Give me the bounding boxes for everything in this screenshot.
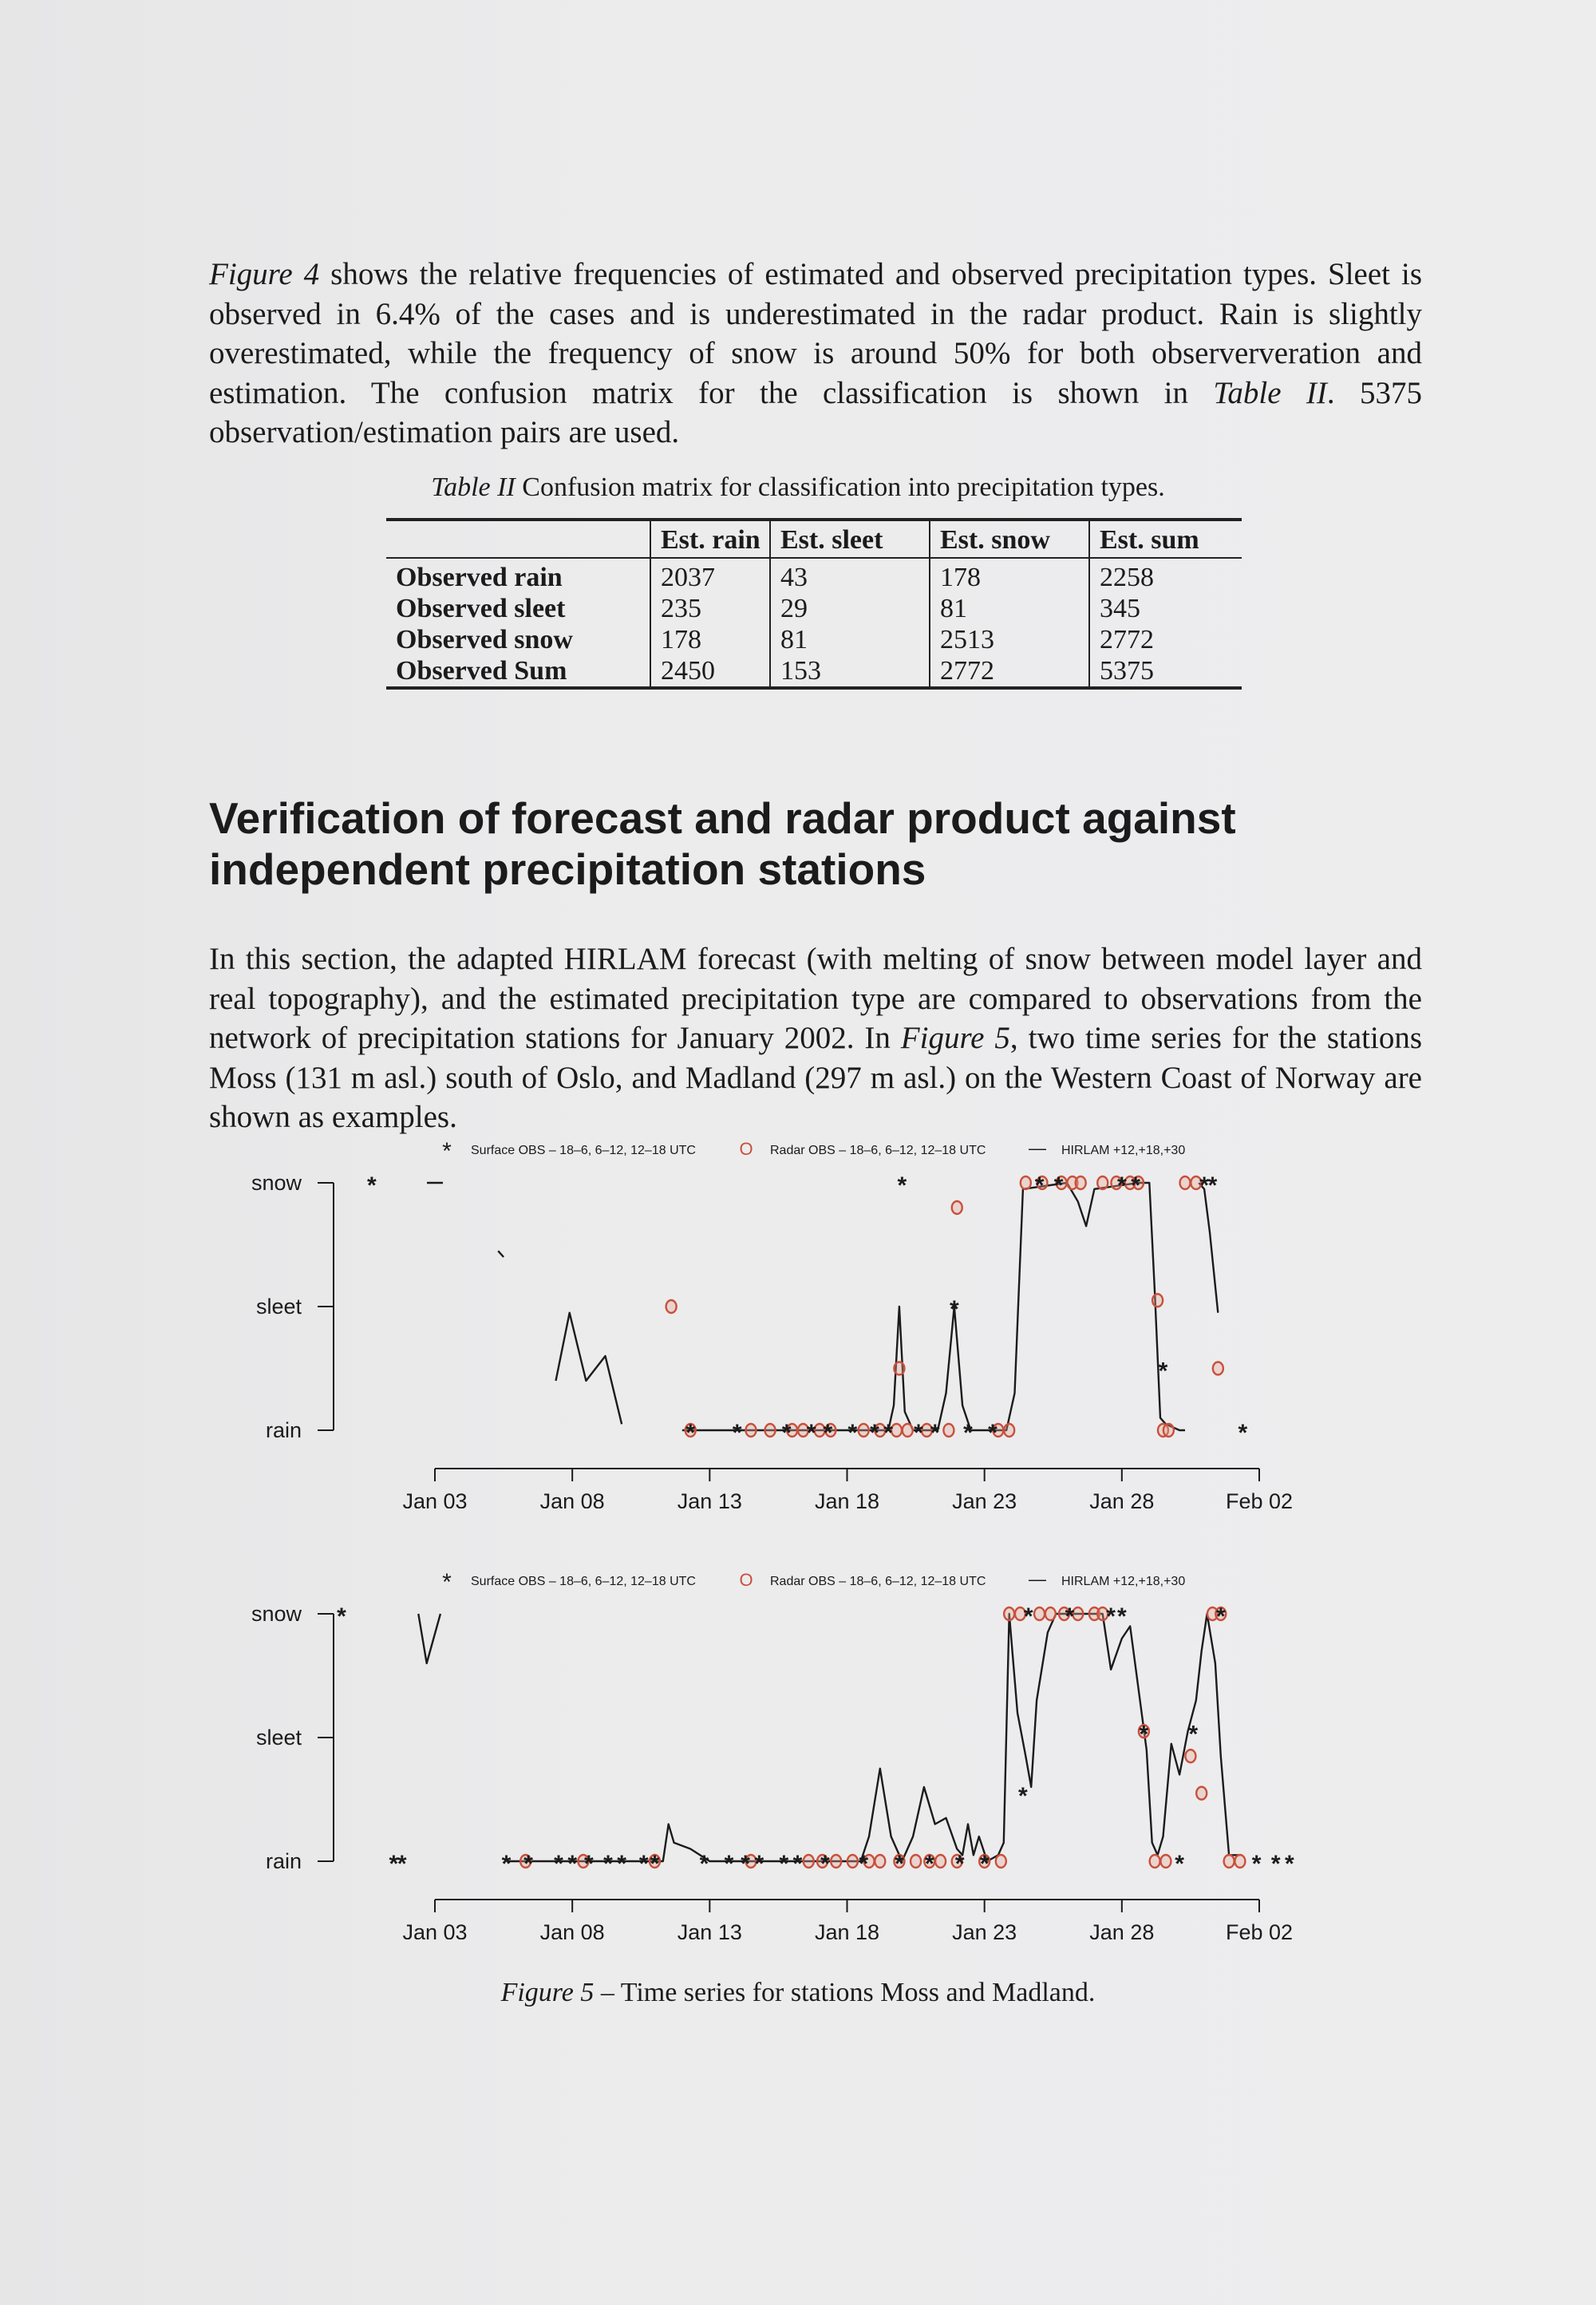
- table-cell: 2037: [650, 558, 770, 593]
- surface-obs-point: *: [930, 1420, 940, 1446]
- surface-obs-point: *: [389, 1851, 399, 1877]
- radar-obs-point: [1004, 1607, 1014, 1620]
- surface-obs-point: *: [1023, 1603, 1033, 1630]
- surface-obs-point: *: [523, 1851, 533, 1877]
- table-cell: 2258: [1089, 558, 1242, 593]
- surface-obs-point: *: [820, 1851, 830, 1877]
- radar-obs-point: [911, 1855, 921, 1868]
- radar-obs-point: [1180, 1176, 1191, 1189]
- surface-obs-point: *: [741, 1851, 750, 1877]
- figure4-reference: Figure 4: [209, 257, 320, 291]
- paragraph2-text-b: , two time series for the stations Moss (131 m asl.) south of Oslo, and Madland (297 m asl.) on the Western Coast of Norway are shown as examples.: [209, 1021, 1422, 1134]
- radar-obs-point: [1097, 1176, 1108, 1189]
- y-tick-label-rain: rain: [265, 1418, 302, 1442]
- radar-obs-point: [831, 1855, 841, 1868]
- chart-legend: [442, 1138, 1185, 1164]
- y-axis: [251, 1602, 334, 1873]
- surface-obs-point: *: [1053, 1172, 1064, 1199]
- table-cell: 2450: [650, 655, 770, 688]
- legend-label: Surface OBS – 18–6, 6–12, 12–18 UTC: [471, 1575, 696, 1588]
- radar-obs-point: [1185, 1750, 1195, 1762]
- surface-obs-point: *: [1116, 1172, 1127, 1199]
- surface-obs-point: *: [823, 1420, 833, 1446]
- table-row: [386, 624, 1242, 655]
- radar-obs-point: [847, 1855, 858, 1868]
- surface-obs-point: *: [1175, 1851, 1184, 1877]
- surface-obs-point: *: [1238, 1420, 1248, 1446]
- surface-obs-point: *: [617, 1851, 626, 1877]
- radar-obs-point: [935, 1855, 946, 1868]
- hirlam-line: [418, 1614, 440, 1663]
- surface-obs-point: *: [724, 1851, 734, 1877]
- y-tick-label-sleet: sleet: [255, 1295, 302, 1319]
- legend-label: HIRLAM +12,+18,+30: [1061, 1144, 1186, 1157]
- surface-obs-point: *: [1215, 1603, 1226, 1630]
- radar-obs-point: [875, 1855, 885, 1868]
- table-row: [386, 655, 1242, 688]
- radar-obs-point: [1224, 1855, 1235, 1868]
- radar-obs-point: [859, 1424, 869, 1437]
- table-header-est-sleet: Est. sleet: [770, 520, 930, 558]
- confusion-matrix-table: [386, 518, 1242, 690]
- surface-obs-point: *: [847, 1420, 858, 1446]
- table-cell: 153: [770, 655, 930, 688]
- figure5-reference: Figure 5: [900, 1021, 1010, 1055]
- radar-obs-point: [1021, 1176, 1031, 1189]
- x-tick-label: Jan 23: [952, 1920, 1017, 1939]
- radar-obs-point: [1213, 1362, 1223, 1375]
- x-tick-label: Jan 13: [677, 1920, 742, 1939]
- table-header-est-sum: Est. sum: [1089, 520, 1242, 558]
- surface-obs-point: *: [699, 1851, 709, 1877]
- surface-obs-point: *: [1199, 1172, 1209, 1199]
- table-cell: 345: [1089, 593, 1242, 624]
- radar-obs-point: [1045, 1607, 1056, 1620]
- surface-obs-point: *: [754, 1851, 764, 1877]
- figure-caption-text: – Time series for stations Moss and Madland.: [594, 1978, 1096, 2007]
- legend-circle-marker: O: [739, 1139, 753, 1159]
- paragraph1-text-a: shows the relative frequencies of estimated and observed precipitation types. Sleet is observed in 6.4% of the cases and is underestimated in the radar product. Rain is slightly overestimated, while the frequency of snow is around 50% for both obserververation and estimation. The confusion matrix for the classification is shown in: [209, 257, 1422, 410]
- x-tick-label: Jan 03: [402, 1920, 468, 1939]
- legend-label: Radar OBS – 18–6, 6–12, 12–18 UTC: [770, 1575, 986, 1588]
- surface-obs-point: *: [779, 1851, 789, 1877]
- moss-time-series-chart: [0, 1125, 1596, 1508]
- x-tick-label: Jan 28: [1089, 1920, 1155, 1939]
- legend-line-marker: —: [1029, 1569, 1046, 1589]
- x-axis: [402, 1469, 1293, 1508]
- surface-obs-point: *: [1116, 1603, 1127, 1630]
- x-tick-label: Jan 08: [539, 1920, 605, 1939]
- radar-obs-point: [1235, 1855, 1245, 1868]
- surface-obs-point: *: [638, 1851, 649, 1877]
- y-tick-label-snow: snow: [251, 1171, 302, 1195]
- x-tick-label: Jan 13: [677, 1489, 742, 1508]
- surface-obs-point: *: [1131, 1172, 1140, 1199]
- table-caption: [0, 472, 1596, 503]
- row-label: Observed Sum: [386, 655, 650, 688]
- x-axis: [402, 1900, 1293, 1939]
- table-cell: 43: [770, 558, 930, 593]
- hirlam-series: [427, 1183, 1218, 1430]
- hirlam-series: [418, 1614, 1240, 1861]
- table-header-row: [386, 520, 1242, 558]
- radar-obs-series: [520, 1607, 1245, 1868]
- table-header-est-rain: Est. rain: [650, 520, 770, 558]
- table-row: [386, 593, 1242, 624]
- table-cell: 2513: [930, 624, 1089, 655]
- radar-obs-point: [996, 1855, 1006, 1868]
- surface-obs-point: *: [1034, 1172, 1045, 1199]
- radar-obs-point: [1163, 1424, 1174, 1437]
- radar-obs-point: [765, 1424, 776, 1437]
- table-caption-text: Confusion matrix for classification into precipitation types.: [515, 472, 1165, 502]
- radar-obs-point: [1160, 1855, 1171, 1868]
- surface-obs-series: [367, 1172, 1248, 1446]
- table-cell: 2772: [1089, 624, 1242, 655]
- surface-obs-point: *: [792, 1851, 803, 1877]
- figure-caption-label: Figure 5: [500, 1978, 595, 2007]
- paragraph1-text-b: . 5375 observation/estimation pairs are used.: [209, 375, 1422, 449]
- x-tick-label: Feb 02: [1225, 1920, 1294, 1939]
- hirlam-line: [556, 1313, 622, 1425]
- radar-obs-point: [894, 1362, 904, 1375]
- y-tick-label-snow: snow: [251, 1602, 302, 1626]
- surface-obs-point: *: [554, 1851, 563, 1877]
- surface-obs-point: *: [1018, 1782, 1028, 1809]
- table-cell: 81: [930, 593, 1089, 624]
- legend-line-marker: —: [1029, 1138, 1046, 1158]
- y-tick-label-sleet: sleet: [255, 1726, 302, 1750]
- chart-legend: [442, 1569, 1185, 1595]
- surface-obs-point: *: [1065, 1603, 1075, 1630]
- radar-obs-point: [903, 1424, 913, 1437]
- legend-label: HIRLAM +12,+18,+30: [1061, 1575, 1186, 1588]
- surface-obs-point: *: [685, 1420, 696, 1446]
- radar-obs-point: [1004, 1424, 1014, 1437]
- table-cell: 178: [930, 558, 1089, 593]
- table-cell: 178: [650, 624, 770, 655]
- surface-obs-point: *: [1285, 1851, 1294, 1877]
- paragraph2-text-a: In this section, the adapted HIRLAM forecast (with melting of snow between model layer and real topography), and the estimated precipitation type are compared to observations from the network of precipitation stations for January 2002. In: [209, 942, 1422, 1055]
- table-cell: 235: [650, 593, 770, 624]
- surface-obs-point: *: [1158, 1358, 1168, 1385]
- surface-obs-point: *: [963, 1420, 973, 1446]
- surface-obs-point: *: [949, 1296, 959, 1323]
- surface-obs-point: *: [1106, 1603, 1116, 1630]
- section-heading: Verification of forecast and radar product against independent precipitation stations: [209, 793, 1236, 894]
- x-tick-label: Feb 02: [1225, 1489, 1294, 1508]
- surface-obs-point: *: [806, 1420, 816, 1446]
- table-cell: 29: [770, 593, 930, 624]
- table-row: [386, 558, 1242, 593]
- surface-obs-point: *: [1251, 1851, 1262, 1877]
- row-label: Observed rain: [396, 563, 563, 592]
- y-axis: [251, 1171, 334, 1442]
- madland-time-series-chart: [0, 1556, 1596, 1939]
- surface-obs-point: *: [870, 1420, 879, 1446]
- surface-obs-point: *: [914, 1420, 923, 1446]
- legend-star-marker: *: [442, 1138, 452, 1164]
- surface-obs-point: *: [897, 1172, 907, 1199]
- legend-star-marker: *: [442, 1569, 452, 1595]
- surface-obs-point: *: [603, 1851, 613, 1877]
- x-tick-label: Jan 03: [402, 1489, 468, 1508]
- radar-obs-point: [1150, 1855, 1160, 1868]
- radar-obs-point: [745, 1424, 756, 1437]
- radar-obs-point: [1076, 1176, 1086, 1189]
- surface-obs-point: *: [895, 1851, 904, 1877]
- x-tick-label: Jan 08: [539, 1489, 605, 1508]
- surface-obs-point: *: [859, 1851, 869, 1877]
- paragraph-verification-intro: [209, 939, 1422, 1137]
- hirlam-line: [498, 1251, 504, 1257]
- hirlam-line: [682, 1183, 1185, 1430]
- surface-obs-point: *: [567, 1851, 578, 1877]
- table-cell: 5375: [1089, 655, 1242, 688]
- table-caption-label: Table II: [431, 472, 516, 502]
- surface-obs-point: *: [924, 1851, 934, 1877]
- surface-obs-point: *: [954, 1851, 965, 1877]
- radar-obs-point: [1152, 1294, 1163, 1307]
- figure-caption: [0, 1978, 1596, 2008]
- row-label: Observed sleet: [396, 594, 566, 623]
- table-cell: 2772: [930, 655, 1089, 688]
- table-cell: 81: [770, 624, 930, 655]
- surface-obs-point: *: [979, 1851, 990, 1877]
- surface-obs-point: *: [1270, 1851, 1281, 1877]
- legend-label: Radar OBS – 18–6, 6–12, 12–18 UTC: [770, 1144, 986, 1157]
- surface-obs-point: *: [337, 1603, 346, 1630]
- surface-obs-point: *: [583, 1851, 594, 1877]
- legend-label: Surface OBS – 18–6, 6–12, 12–18 UTC: [471, 1144, 696, 1157]
- x-tick-label: Jan 18: [814, 1489, 880, 1508]
- surface-obs-point: *: [366, 1172, 377, 1199]
- radar-obs-point: [943, 1424, 954, 1437]
- radar-obs-point: [952, 1201, 962, 1214]
- surface-obs-point: *: [501, 1851, 512, 1877]
- table2-reference: Table II: [1213, 375, 1327, 410]
- hirlam-line: [1199, 1183, 1218, 1313]
- table-header-corner: [386, 520, 650, 558]
- hirlam-line: [507, 1614, 1240, 1861]
- legend-circle-marker: O: [739, 1570, 753, 1590]
- paragraph-figure4-discussion: [209, 255, 1422, 453]
- table-header-est-snow: Est. snow: [930, 520, 1089, 558]
- surface-obs-point: *: [883, 1420, 893, 1446]
- x-tick-label: Jan 18: [814, 1920, 880, 1939]
- surface-obs-point: *: [732, 1420, 742, 1446]
- surface-obs-point: *: [397, 1851, 407, 1877]
- surface-obs-point: *: [1188, 1721, 1199, 1748]
- surface-obs-point: *: [1139, 1721, 1149, 1748]
- y-tick-label-rain: rain: [265, 1849, 302, 1873]
- surface-obs-point: *: [1207, 1172, 1218, 1199]
- x-tick-label: Jan 23: [952, 1489, 1017, 1508]
- row-label: Observed snow: [396, 625, 573, 654]
- radar-obs-point: [666, 1300, 677, 1313]
- surface-obs-point: *: [650, 1851, 660, 1877]
- radar-obs-point: [1034, 1607, 1045, 1620]
- surface-obs-point: *: [781, 1420, 792, 1446]
- x-tick-label: Jan 28: [1089, 1489, 1155, 1508]
- surface-obs-point: *: [988, 1420, 998, 1446]
- radar-obs-point: [804, 1855, 814, 1868]
- radar-obs-point: [1196, 1787, 1207, 1800]
